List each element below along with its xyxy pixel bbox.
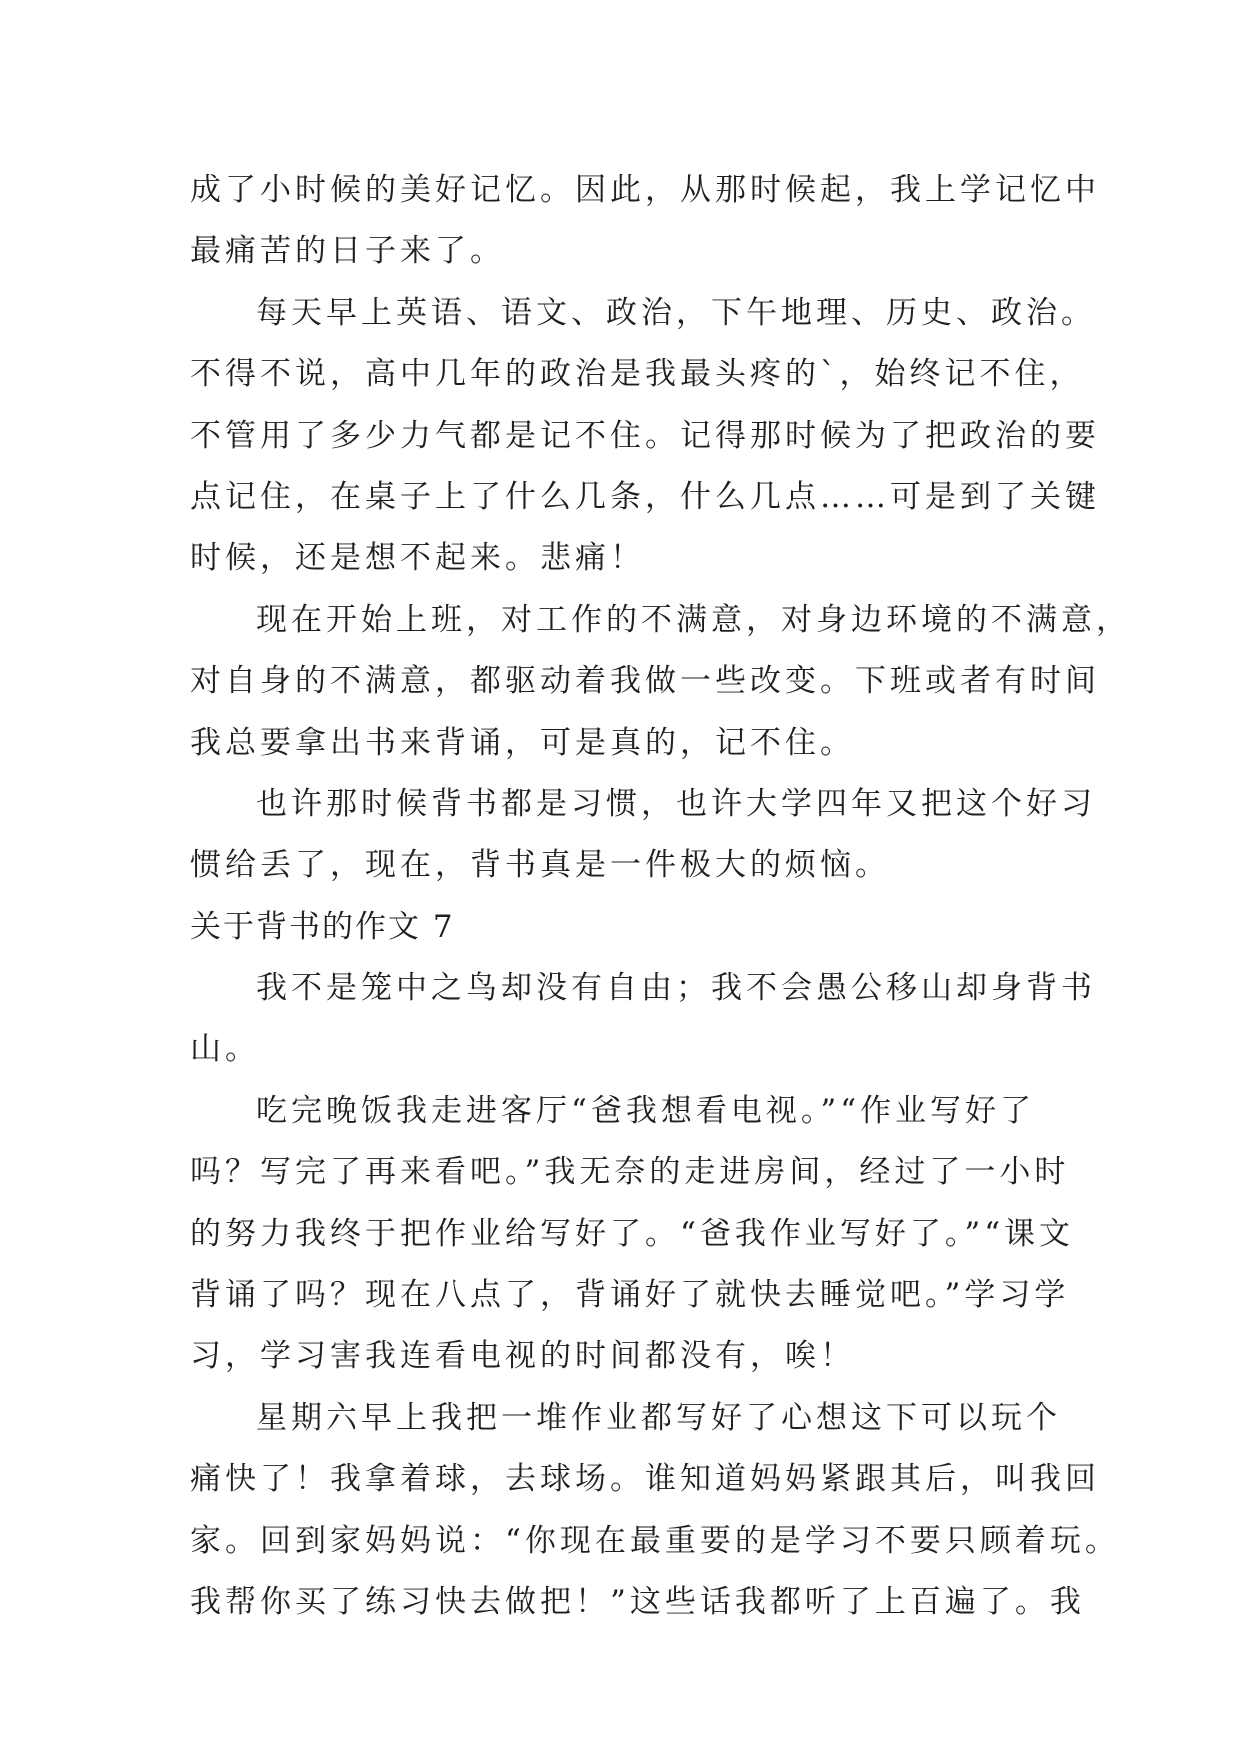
paragraph-first-line: 现在开始上班，对工作的不满意，对身边环境的不满意， — [256, 601, 1131, 638]
text-line: 时候，还是想不起来。悲痛！ — [190, 540, 645, 577]
text-line: 对自身的不满意，都驱动着我做一些改变。下班或者有时间 — [190, 663, 1100, 700]
text-line: 山。 — [190, 1031, 260, 1068]
text-line: 我总要拿出书来背诵，可是真的，记不住。 — [190, 724, 855, 761]
text-line: 痛快了！我拿着球，去球场。谁知道妈妈紧跟其后，叫我回 — [190, 1461, 1100, 1498]
text-line: 吗？写完了再来看吧。”我无奈的走进房间，经过了一小时 — [190, 1154, 1070, 1191]
section-heading: 关于背书的作文 7 — [190, 908, 455, 945]
text-line: 我帮你买了练习快去做把！”这些话我都听了上百遍了。我 — [190, 1583, 1085, 1620]
text-line: 家。回到家妈妈说：“你现在最重要的是学习不要只顾着玩。 — [190, 1522, 1120, 1559]
text-line: 习，学习害我连看电视的时间都没有，唉！ — [190, 1338, 855, 1375]
text-line: 的努力我终于把作业给写好了。“爸我作业写好了。”“课文 — [190, 1215, 1075, 1252]
paragraph-first-line: 每天早上英语、语文、政治，下午地理、历史、政治。 — [256, 294, 1096, 331]
paragraph-first-line: 也许那时候背书都是习惯，也许大学四年又把这个好习 — [256, 785, 1096, 822]
text-line: 不得不说，高中几年的政治是我最头疼的`，始终记不住， — [190, 356, 1085, 393]
text-line: 背诵了吗？现在八点了，背诵好了就快去睡觉吧。”学习学 — [190, 1277, 1070, 1314]
text-line: 惯给丢了，现在，背书真是一件极大的烦恼。 — [190, 847, 890, 884]
paragraph-first-line: 星期六早上我把一堆作业都写好了心想这下可以玩个 — [256, 1399, 1061, 1436]
text-line: 成了小时候的美好记忆。因此，从那时候起，我上学记忆中 — [190, 172, 1100, 208]
text-line: 点记住，在桌子上了什么几条，什么几点……可是到了关键 — [190, 478, 1100, 515]
text-line: 不管用了多少力气都是记不住。记得那时候为了把政治的要 — [190, 417, 1100, 454]
text-line: 最痛苦的日子来了。 — [190, 233, 505, 270]
paragraph-first-line: 吃完晚饭我走进客厅“爸我想看电视。”“作业写好了 — [256, 1092, 1036, 1129]
essay-text — [190, 160, 1131, 1633]
paragraph-first-line: 我不是笼中之鸟却没有自由；我不会愚公移山却身背书 — [256, 970, 1096, 1007]
